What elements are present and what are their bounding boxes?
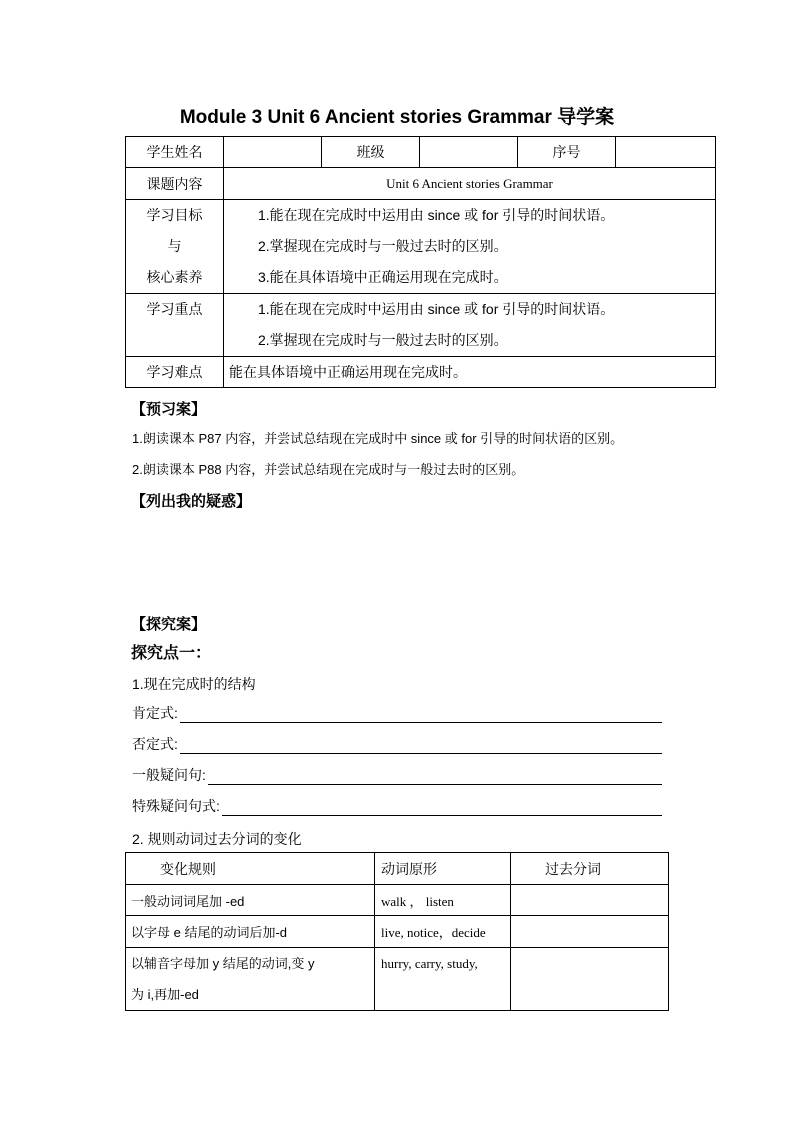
base-form-cell: hurry, carry, study, xyxy=(375,948,511,1011)
objectives-label-line: 学习目标 xyxy=(146,207,203,223)
key-point-item: 2.掌握现在完成时与一般过去时的区别。 xyxy=(258,332,508,348)
objective-item: 3.能在具体语境中正确运用现在完成时。 xyxy=(258,269,508,285)
affirmative-label: 肯定式: xyxy=(132,705,178,721)
objectives-label xyxy=(126,200,224,294)
rules-title: 2. 规则动词过去分词的变化 xyxy=(132,831,302,847)
student-name-label: 学生姓名 xyxy=(126,137,224,168)
rules-header-rule: 变化规则 xyxy=(126,853,375,885)
key-points-label-text: 学习重点 xyxy=(146,301,203,317)
key-point-item: 1.能在现在完成时中运用由 since 或 for 引导的时间状语。 xyxy=(258,301,615,317)
preview-item: 1.朗读课本 P87 内容，并尝试总结现在完成时中 since 或 for 引导的时间状语的区别。 xyxy=(132,431,624,446)
info-table xyxy=(125,136,716,388)
explore-heading: 【探究案】 xyxy=(131,616,207,633)
key-points-label xyxy=(126,294,224,357)
general-question-row xyxy=(132,765,662,785)
special-question-blank[interactable] xyxy=(222,801,662,816)
base-form-cell: live, notice，decide xyxy=(375,916,511,948)
past-participle-cell[interactable] xyxy=(511,916,669,948)
preview-heading: 【预习案】 xyxy=(131,401,207,418)
negative-row xyxy=(132,734,662,754)
objective-item: 2.掌握现在完成时与一般过去时的区别。 xyxy=(258,238,508,254)
objectives-cell xyxy=(224,200,716,294)
seat-number-field[interactable] xyxy=(616,137,716,168)
difficult-points-value: 能在具体语境中正确运用现在完成时。 xyxy=(224,357,716,388)
special-question-label: 特殊疑问句式: xyxy=(132,798,220,814)
rule-cell: 以字母 e 结尾的动词后加-d xyxy=(126,916,375,948)
key-points-cell xyxy=(224,294,716,357)
affirmative-row xyxy=(132,703,662,723)
rule-cell xyxy=(126,948,375,1011)
explore-point-one: 探究点一： xyxy=(131,645,212,662)
negative-label: 否定式: xyxy=(132,736,178,752)
structure-title: 1.现在完成时的结构 xyxy=(132,676,256,692)
special-question-row xyxy=(132,796,662,816)
rule-line: 为 i,再加-ed xyxy=(131,987,199,1002)
difficult-points-label: 学习难点 xyxy=(126,357,224,388)
past-participle-cell[interactable] xyxy=(511,885,669,916)
rule-cell: 一般动词词尾加 -ed xyxy=(126,885,375,916)
verb-rules-table xyxy=(125,852,669,1011)
rules-header-pp: 过去分词 xyxy=(511,853,669,885)
doubts-heading: 【列出我的疑惑】 xyxy=(131,493,252,510)
general-question-label: 一般疑问句: xyxy=(132,767,206,783)
past-participle-cell[interactable] xyxy=(511,948,669,1011)
preview-item: 2.朗读课本 P88 内容，并尝试总结现在完成时与一般过去时的区别。 xyxy=(132,462,525,477)
rule-line: 以辅音字母加 y 结尾的动词,变 y xyxy=(131,956,315,971)
class-field[interactable] xyxy=(420,137,518,168)
topic-label: 课题内容 xyxy=(126,168,224,200)
negative-blank[interactable] xyxy=(180,739,662,754)
general-question-blank[interactable] xyxy=(208,770,662,785)
student-name-field[interactable] xyxy=(224,137,322,168)
objectives-label-line: 核心素养 xyxy=(146,269,203,285)
objective-item: 1.能在现在完成时中运用由 since 或 for 引导的时间状语。 xyxy=(258,207,615,223)
seat-number-label: 序号 xyxy=(518,137,616,168)
topic-value: Unit 6 Ancient stories Grammar xyxy=(224,168,716,200)
class-label: 班级 xyxy=(322,137,420,168)
page-title: Module 3 Unit 6 Ancient stories Grammar 导学案 xyxy=(179,107,615,128)
affirmative-blank[interactable] xyxy=(180,708,662,723)
base-form-cell: walk ， listen xyxy=(375,885,511,916)
rules-header-base: 动词原形 xyxy=(375,853,511,885)
objectives-label-line: 与 xyxy=(167,238,182,254)
